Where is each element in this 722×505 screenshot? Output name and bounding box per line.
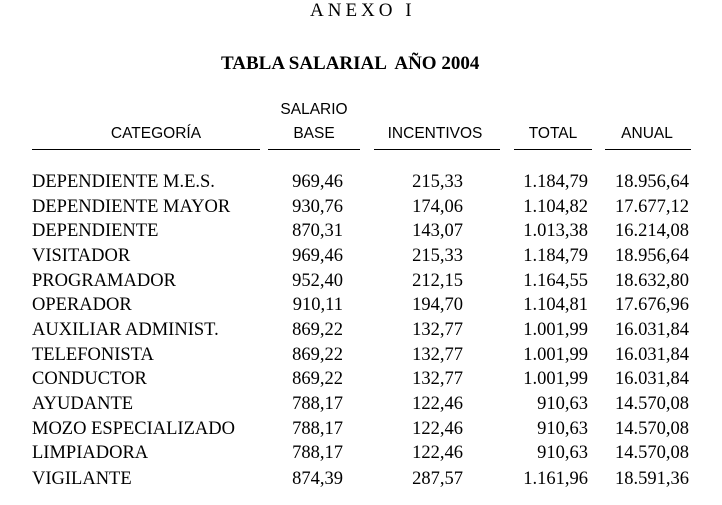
table-row <box>0 219 722 243</box>
cell-incentivos: 122,46 <box>412 394 463 414</box>
cell-categoria: VISITADOR <box>32 246 131 266</box>
cell-anual: 18.956,64 <box>615 246 689 266</box>
cell-incentivos: 132,77 <box>412 345 463 365</box>
cell-anual: 16.031,84 <box>615 320 689 340</box>
cell-total: 1.184,79 <box>523 172 588 192</box>
table-row <box>0 392 722 416</box>
cell-total: 1.001,99 <box>523 320 588 340</box>
table-row <box>0 244 722 268</box>
cell-total: 910,63 <box>537 419 588 439</box>
cell-categoria: AYUDANTE <box>32 394 134 414</box>
cell-categoria: TELEFONISTA <box>32 345 154 365</box>
cell-total: 1.013,38 <box>523 221 588 241</box>
cell-base: 910,11 <box>292 295 343 315</box>
cell-anual: 17.676,96 <box>615 295 689 315</box>
cell-base: 869,22 <box>292 369 343 389</box>
cell-incentivos: 143,07 <box>412 221 463 241</box>
cell-total: 1.184,79 <box>523 246 588 266</box>
cell-anual: 16.031,84 <box>615 345 689 365</box>
header-rule-anual <box>605 149 691 150</box>
cell-incentivos: 174,06 <box>412 197 463 217</box>
cell-categoria: VIGILANTE <box>32 469 132 489</box>
cell-incentivos: 132,77 <box>412 369 463 389</box>
cell-total: 1.104,82 <box>523 197 588 217</box>
cell-base: 969,46 <box>292 246 343 266</box>
header-anual: ANUAL <box>621 125 673 142</box>
header-incentivos: INCENTIVOS <box>387 125 483 142</box>
cell-incentivos: 287,57 <box>412 469 463 489</box>
cell-base: 788,17 <box>292 443 343 463</box>
header-total: TOTAL <box>528 125 578 142</box>
header-salario: SALARIO <box>280 101 348 118</box>
cell-anual: 18.632,80 <box>615 271 689 291</box>
cell-total: 1.001,99 <box>523 369 588 389</box>
cell-base: 969,46 <box>292 172 343 192</box>
cell-base: 788,17 <box>292 419 343 439</box>
cell-base: 869,22 <box>292 320 343 340</box>
cell-categoria: MOZO ESPECIALIZADO <box>32 419 235 439</box>
cell-total: 1.001,99 <box>523 345 588 365</box>
table-row <box>0 195 722 219</box>
header-rule-categoria <box>32 149 260 150</box>
table-row <box>0 343 722 367</box>
cell-anual: 16.031,84 <box>615 369 689 389</box>
annex-label: ANEXO I <box>310 0 416 21</box>
cell-categoria: PROGRAMADOR <box>32 271 176 291</box>
cell-anual: 17.677,12 <box>615 197 689 217</box>
cell-incentivos: 215,33 <box>412 172 463 192</box>
cell-incentivos: 122,46 <box>412 443 463 463</box>
cell-base: 874,39 <box>292 469 343 489</box>
cell-anual: 14.570,08 <box>615 419 689 439</box>
table-title: TABLA SALARIAL AÑO 2004 <box>221 53 480 74</box>
cell-incentivos: 132,77 <box>412 320 463 340</box>
cell-categoria: DEPENDIENTE M.E.S. <box>32 172 215 192</box>
cell-total: 1.104,81 <box>523 295 588 315</box>
cell-categoria: OPERADOR <box>32 295 132 315</box>
cell-base: 930,76 <box>292 197 343 217</box>
header-rule-total <box>514 149 592 150</box>
cell-base: 870,31 <box>292 221 343 241</box>
cell-base: 788,17 <box>292 394 343 414</box>
cell-incentivos: 194,70 <box>412 295 463 315</box>
table-row <box>0 367 722 391</box>
cell-anual: 18.591,36 <box>615 469 689 489</box>
cell-incentivos: 122,46 <box>412 419 463 439</box>
table-row <box>0 269 722 293</box>
cell-total: 1.161,96 <box>523 469 588 489</box>
cell-categoria: CONDUCTOR <box>32 369 147 389</box>
cell-total: 1.164,55 <box>523 271 588 291</box>
table-row <box>0 318 722 342</box>
cell-categoria: AUXILIAR ADMINIST. <box>32 320 219 340</box>
cell-anual: 14.570,08 <box>615 394 689 414</box>
header-rule-incentivos <box>374 149 500 150</box>
table-row <box>0 293 722 317</box>
cell-base: 869,22 <box>292 345 343 365</box>
cell-anual: 16.214,08 <box>615 221 689 241</box>
header-rule-base <box>268 149 360 150</box>
cell-incentivos: 212,15 <box>412 271 463 291</box>
cell-incentivos: 215,33 <box>412 246 463 266</box>
cell-anual: 14.570,08 <box>615 443 689 463</box>
cell-base: 952,40 <box>292 271 343 291</box>
cell-anual: 18.956,64 <box>615 172 689 192</box>
header-base: BASE <box>293 125 335 142</box>
header-categoria: CATEGORÍA <box>110 125 202 142</box>
cell-total: 910,63 <box>537 394 588 414</box>
cell-categoria: LIMPIADORA <box>32 443 149 463</box>
table-row <box>0 441 722 465</box>
cell-total: 910,63 <box>537 443 588 463</box>
cell-categoria: DEPENDIENTE MAYOR <box>32 197 231 217</box>
table-row <box>0 170 722 194</box>
cell-categoria: DEPENDIENTE <box>32 221 159 241</box>
table-row <box>0 417 722 441</box>
table-row <box>0 467 722 491</box>
